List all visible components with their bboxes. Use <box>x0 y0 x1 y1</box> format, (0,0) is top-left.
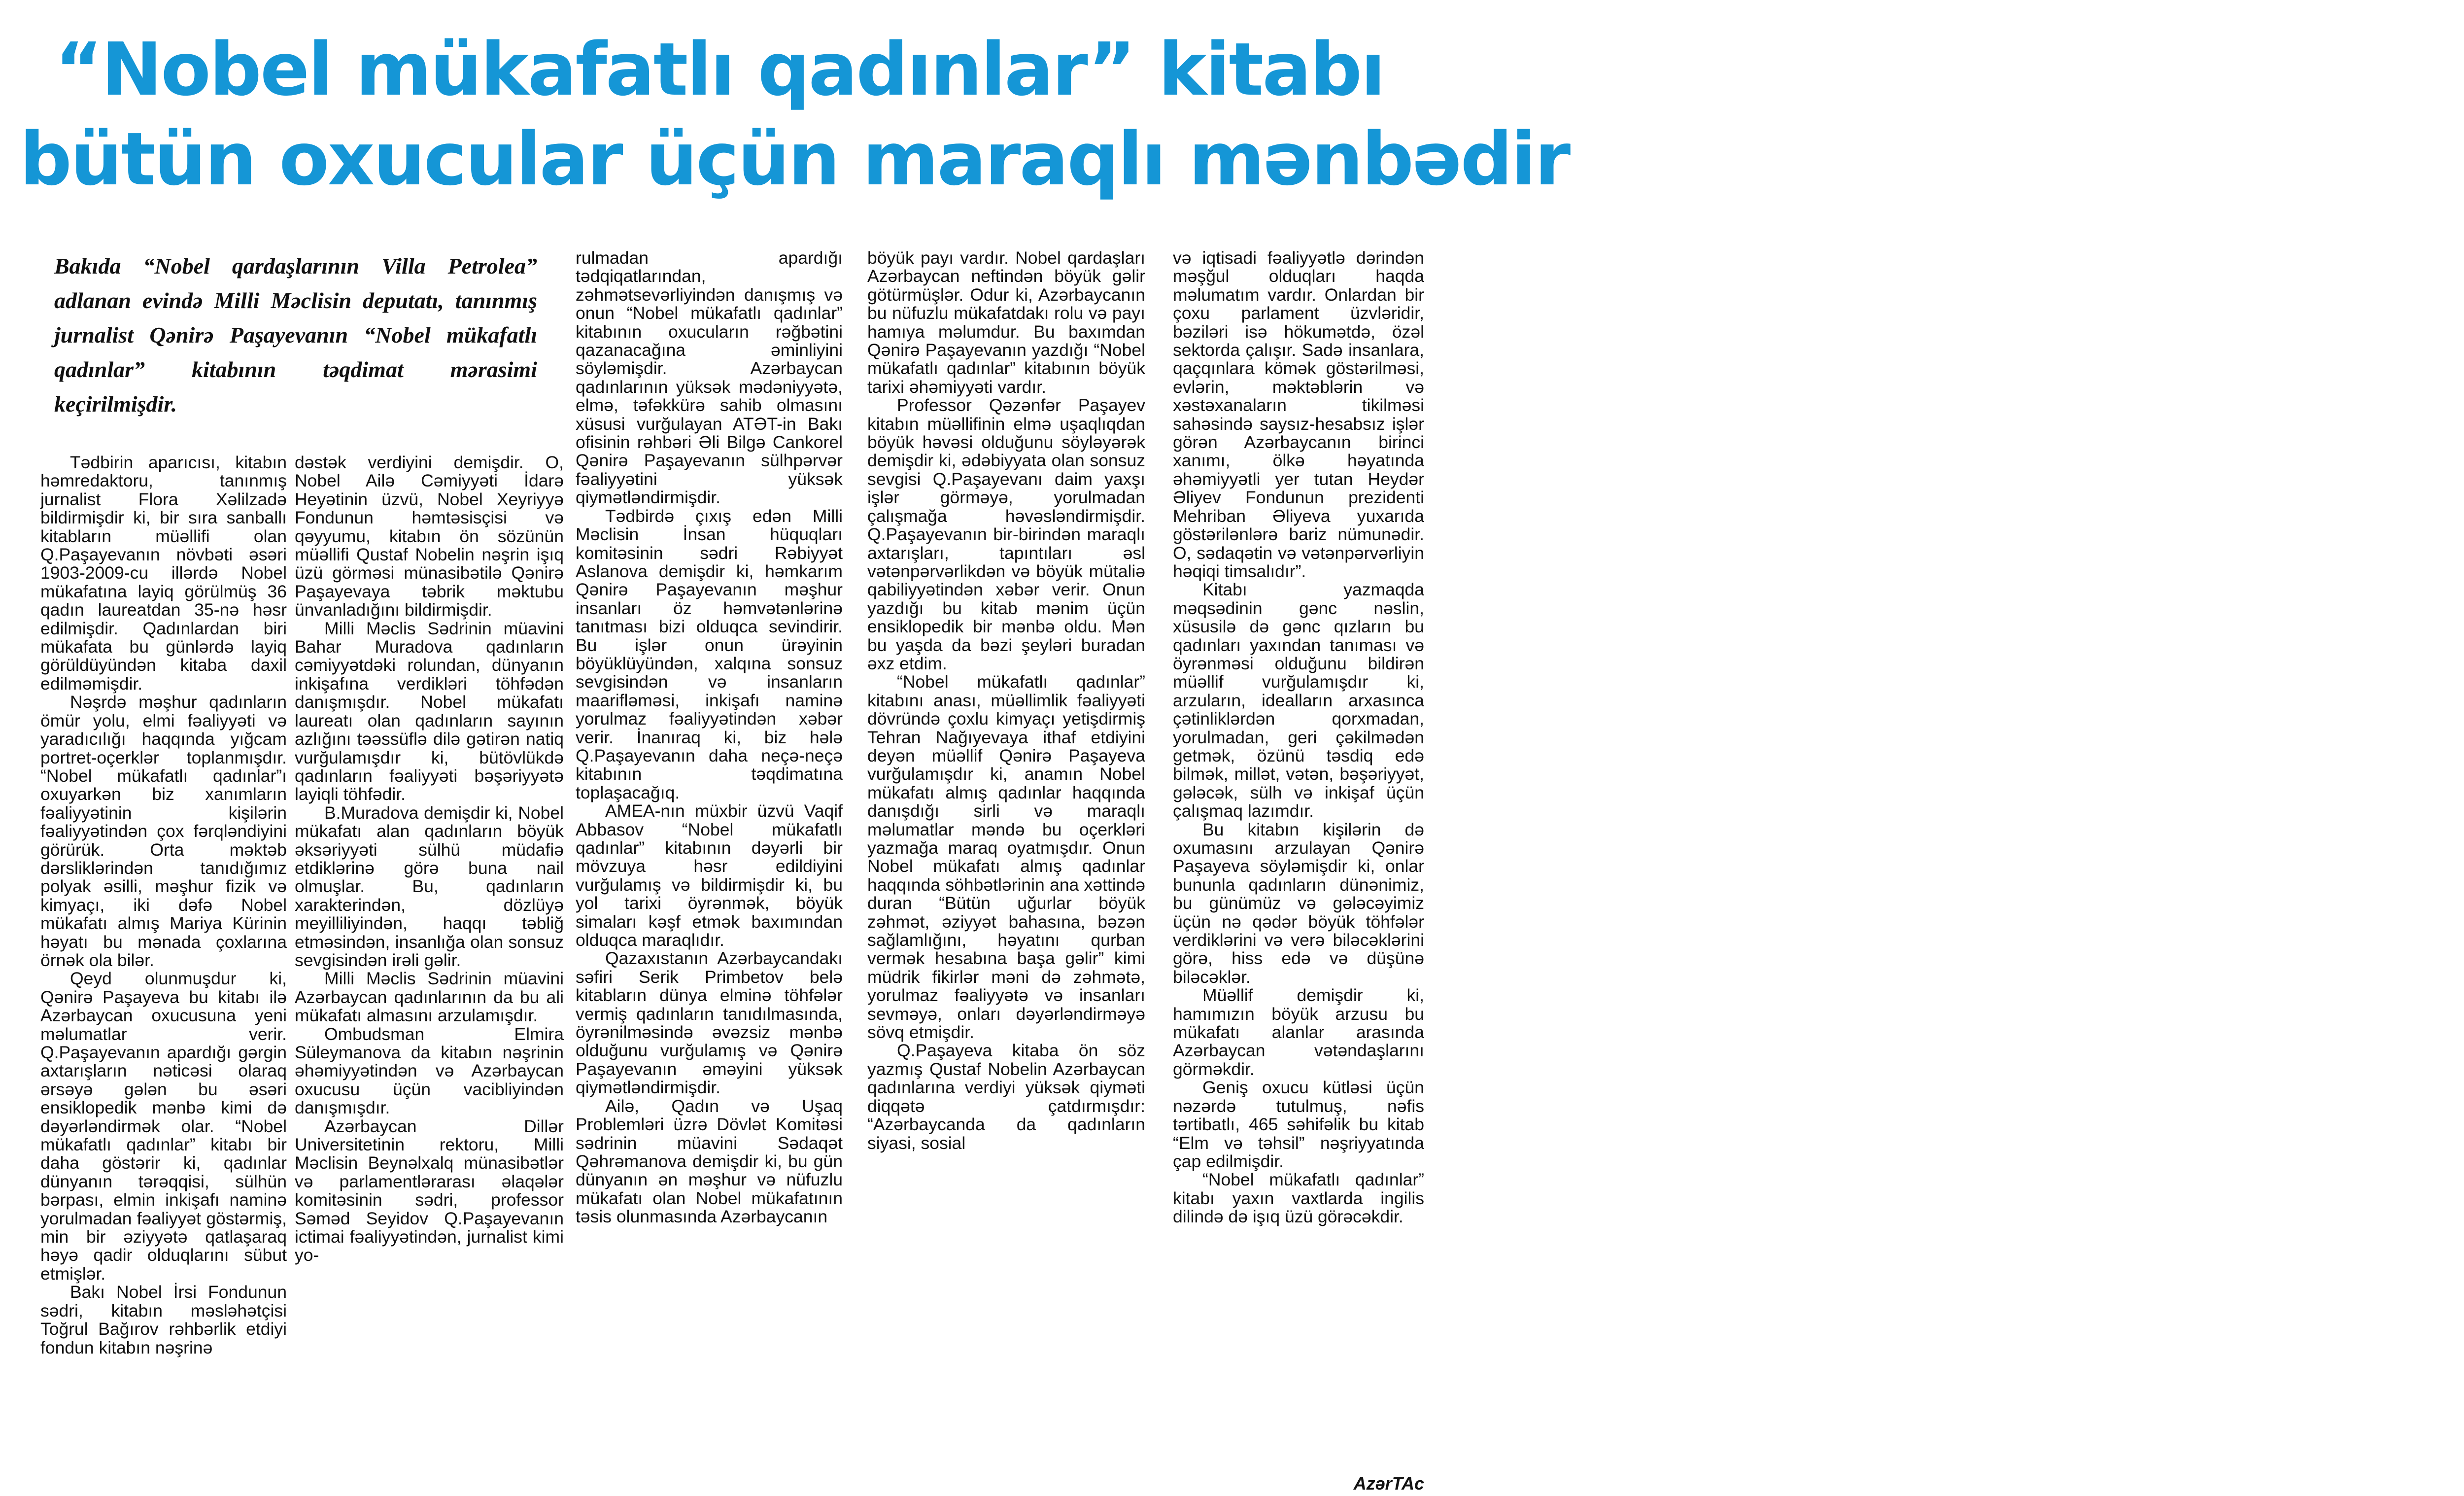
headline-line-1: “Nobel mükafatlı qadınlar” kitabı <box>55 27 1384 112</box>
paragraph: dəstək verdiyini demişdir. O, Nobel Ailə Cəmiyyəti İdarə Heyətinin üzvü, Nobel Xeyriyyə Fondunun həmtəsisçisi və qəyyumu, kitabın ön sözünün müəllifi Qustaf Nobelin nəşrin işıq üzü görməsi münasibətilə Qənirə Paşayevaya təbrik məktubu ünvanladığını bildirmişdir. <box>295 452 564 620</box>
article-column-4 <box>867 249 1145 1496</box>
paragraph: Tədbirdə çıxış edən Milli Məclisin İnsan hüquqları komitəsinin sədri Rəbiyyət Aslanova demişdir ki, həmkarım Qənirə Paşayevanın məşhur insanları öz həmvətənlərinə tanıtması bizi olduqca sevindirir. Bu işlər onun ürəyinin böyüklüyündən, xalqına sonsuz sevgisindən və insanların maarifləməsi, inkişafı naminə yorulmaz fəaliyyətindən xəbər verir. İnanıraq ki, biz hələ Q.Paşayevanın daha neçə-neçə kitabının təqdimatına toplaşacağıq. <box>576 506 843 802</box>
paragraph: və iqtisadi fəaliyyətlə dərindən məşğul olduqları haqda məlumatım vardır. Onlardan bir çoxu parlament üzvləridir, bəziləri isə hökumətdə, özəl sektorda çalışır. Sadə insanlara, qaçqınlara kömək göstərilməsi, evlərin, məktəblərin və xəstəxanaların tikilməsi sahəsində saysız-hesabsız işlər görən Azərbaycanın birinci xanımı, ölkə həyatında əhəmiyyətli yer tutan Heydər Əliyev Fondunun prezidenti Mehriban Əliyeva yuxarıda göstərilənlərə bariz nümunədir. O, sədaqətin və vətənpərvərliyin həqiqi timsalıdır”. <box>1173 248 1424 581</box>
lead-paragraph: Bakıda “Nobel qardaşlarının Villa Petrolea” adlanan evində Milli Məclisin deputatı, tanınmış jurnalist Qənirə Paşayevanın “Nobel mükafatlı qadınlar” kitabının təqdimat mərasimi keçirilmişdir. <box>54 253 537 417</box>
paragraph: Nəşrdə məşhur qadınların ömür yolu, elmi fəaliyyəti və yaradıcılığı haqqında yığcam portret-oçerklər toplanmışdır. “Nobel mükafatlı qadınlar”ı oxuyarkən biz xanımların fəaliyyətinin kişilərin fəaliyyətindən çox fərqləndiyini görürük. Orta məktəb dərsliklərindən tanıdığımız polyak əsilli, məşhur fizik və kimyaçı, iki dəfə Nobel mükafatı almış Mariya Kürinin həyatı bu mənada çoxlarına örnək ola bilər. <box>40 692 287 970</box>
paragraph: Ailə, Qadın və Uşaq Problemləri üzrə Dövlət Komitəsi sədrinin müavini Sədaqət Qəhrəmanova demişdir ki, bu gün dünyanın ən məşhur və nüfuzlu mükafatı olan Nobel mükafatının təsis olunmasında Azərbaycanın <box>576 1096 843 1227</box>
paragraph: Ombudsman Elmira Süleymanova da kitabın nəşrinin əhəmiyyətindən və Azərbaycan oxucusu üçün vacibliyindən danışmışdır. <box>295 1024 564 1118</box>
headline-line-2: bütün oxucular üçün maraqlı mənbədir <box>20 117 1570 202</box>
paragraph: rulmadan apardığı tədqiqatlarından, zəhmətsevərliyindən danışmış və onun “Nobel mükafatlı qadınlar” kitabının oxucuların rəğbətini qazanacağına əminliyini söyləmişdir. Azərbaycan qadınlarının yüksək mədəniyyətə, elmə, təfəkkürə sahib olmasını xüsusi vurğulayan ATƏT-in Bakı ofisinin rəhbəri Əli Bilgə Cankorel Qənirə Paşayevanın sülhpərvər fəaliyyətini yüksək qiymətləndirmişdir. <box>576 248 843 508</box>
paragraph: Bakı Nobel İrsi Fondunun sədri, kitabın məsləhətçisi Toğrul Bağırov rəhbərlik etdiyi fondun kitabın nəşrinə <box>40 1282 287 1357</box>
article-column-1 <box>40 453 287 1454</box>
paragraph: “Nobel mükafatlı qadınlar” kitabını anası, müəllimlik fəaliyyəti dövründə çoxlu kimyaçı yetişdirmiş Tehran Nağıyevaya ithaf etdiyini deyən müəllif Qənirə Paşayeva vurğulamışdır ki, anamın Nobel mükafatı almış qadınlar haqqında danışdığı sirli və maraqlı məlumatlar məndə bu oçerkləri yazmağa maraq oyatmışdır. Onun Nobel mükafatı almış qadınlar haqqında söhbətlərinin ana xəttində duran “Bütün uğurlar böyük zəhmət, əziyyət bahasına, bəzən sağlamlığını, həyatını qurban vermək hesabına başa gəlir” kimi müdrik fikirlər məni də zəhmətə, yorulmaz fəaliyyətə və insanları sevməyə, onları dəyərləndirməyə sövq etmişdir. <box>867 672 1145 1043</box>
paragraph: “Nobel mükafatlı qadınlar” kitabı yaxın vaxtlarda ingilis dilində də işıq üzü görəcəkdir. <box>1173 1170 1424 1227</box>
paragraph: Bu kitabın kişilərin də oxumasını arzulayan Qənirə Paşayeva söyləmişdir ki, onlar bununla qadınların dünənimiz, bu günümüz və gələcəyimiz üçün nə qədər böyük töhfələr verdiklərini və verə biləcəklərini görə, hiss edə və düşünə biləcəklər. <box>1173 819 1424 987</box>
paragraph: Milli Məclis Sədrinin müavini Bahar Muradova qadınların cəmiyyətdəki rolundan, dünyanın inkişafına verdikləri töhfədən danışmışdır. Nobel mükafatı laureatı olan qadınların sayının azlığını təəssüflə dilə gətirən natiq vurğulamışdır ki, bütövlükdə qadınların fəaliyyəti bəşəriyyətə layiqli töhfədir. <box>295 618 564 804</box>
article-column-2 <box>295 453 564 1454</box>
paragraph: AMEA-nın müxbir üzvü Vaqif Abbasov “Nobel mükafatlı qadınlar” kitabının dəyərli bir mövzuya həsr edildiyini vurğulamış və bildirmişdir ki, bu yol tarixi öyrənmək, böyük simaları kəşf etmək baxımından olduqca maraqlıdır. <box>576 801 843 950</box>
paragraph: Professor Qəzənfər Paşayev kitabın müəllifinin elmə uşaqlıqdan böyük həvəsi olduğunu söyləyərək demişdir ki, ədəbiyyata olan sonsuz sevgisi Q.Paşayevanı daim yaxşı işlər görməyə, yorulmadan çalışmağa həvəsləndirmişdir. Q.Paşayevanın bir-birindən maraqlı axtarışları, tapıntıları əsl vətənpərvərlikdən və böyük mütaliə qabiliyyətindən xəbər verir. Onun yazdığı bu kitab mənim üçün ensiklopedik bir mənbə oldu. Mən bu yaşda da bəzi şeyləri buradan əxz etdim. <box>867 395 1145 673</box>
paragraph: B.Muradova demişdir ki, Nobel mükafatı alan qadınların böyük əksəriyyəti sülhü müdafiə etdiklərinə görə buna nail olmuşlar. Bu, qadınların xarakterindən, dözlüyə meyilliliyindən, haqqı təbliğ etməsindən, insanlığa olan sonsuz sevgisindən irəli gəlir. <box>295 802 564 970</box>
paragraph: Qazaxıstanın Azərbaycandakı səfiri Serik Primbetov belə kitabların dünya elminə töhfələr vermiş qadınların tanıdılmasında, öyrənilməsində əvəzsiz mənbə olduğunu vurğulamış və Qənirə Paşayevanın əməyini yüksək qiymətləndirmişdir. <box>576 948 843 1098</box>
article-column-5 <box>1173 249 1424 1442</box>
paragraph: Q.Paşayeva kitaba ön söz yazmış Qustaf Nobelin Azərbaycan qadınlarına verdiyi yüksək qiyməti diqqətə çatdırmışdır: “Azərbaycanda da qadınların siyasi, sosial <box>867 1041 1145 1153</box>
paragraph: böyük payı vardır. Nobel qardaşları Azərbaycan neftindən böyük gəlir götürmüşlər. Odur ki, Azərbaycanın bu nüfuzlu mükafatdakı rolu və payı hamıya məlumdur. Bu baxımdan Qənirə Paşayevanın yazdığı “Nobel mükafatlı qadınlar” kitabının böyük tarixi əhəmiyyəti vardır. <box>867 248 1145 397</box>
paragraph: Geniş oxucu kütləsi üçün nəzərdə tutulmuş, nəfis tərtibatlı, 465 səhifəlik bu kitab “Elm və təhsil” nəşriyyatında çap edilmişdir. <box>1173 1078 1424 1171</box>
byline: AzərTAc <box>1353 1473 1424 1494</box>
paragraph: Milli Məclis Sədrinin müavini Azərbaycan qadınlarının da bu ali mükafatı almasını arzulamışdır. <box>295 969 564 1026</box>
article-column-3 <box>576 249 843 1496</box>
paragraph: Tədbirin aparıcısı, kitabın həmredaktoru, tanınmış jurnalist Flora Xəlilzadə bildirmişdir ki, bir sıra sanballı kitabların müəllifi olan Q.Paşayevanın növbəti əsəri 1903-2009-cu illərdə Nobel mükafatına layiq görülmüş 36 qadın laureatdan 35-nə həsr edilmişdir. Qadınlardan biri mükafata bu günlərdə layiq görüldüyündən kitaba daxil edilməmişdir. <box>40 452 287 694</box>
paragraph: Azərbaycan Dillər Universitetinin rektoru, Milli Məclisin Beynəlxalq münasibətlər və parlamentlərarası əlaqələr komitəsinin sədri, professor Səməd Seyidov Q.Paşayevanın ictimai fəaliyyətindən, jurnalist kimi yo- <box>295 1116 564 1265</box>
paragraph: Kitabı yazmaqda məqsədinin gənc nəslin, xüsusilə də gənc qızların bu qadınları yaxından tanıması və öyrənməsi olduğunu bildirən müəllif vurğulamışdır ki, arzuların, idealların arxasınca çətinliklərdən qorxmadan, yorulmadan, geri çəkilmədən getmək, özünü təsdiq edə bilmək, millət, vətən, bəşəriyyət, gələcək, sülh və inkişaf üçün çalışmaq lazımdır. <box>1173 580 1424 821</box>
paragraph: Qeyd olunmuşdur ki, Qənirə Paşayeva bu kitabı ilə Azərbaycan oxucusuna yeni məlumatlar verir. Q.Paşayevanın apardığı gərgin axtarışların nəticəsi olaraq ərsəyə gələn bu əsəri ensiklopedik mənbə kimi də dəyərləndirmək olar. “Nobel mükafatlı qadınlar” kitabı bir daha göstərir ki, qadınlar dünyanın tərəqqisi, sülhün bərpası, elmin inkişafı naminə yorulmadan fəaliyyət göstərmiş, min bir əziyyətə qatlaşaraq həyə qadir olduqlarını sübut etmişlər. <box>40 969 287 1284</box>
headline <box>20 25 1570 204</box>
paragraph: Müəllif demişdir ki, hamımızın böyük arzusu bu mükafatı alanlar arasında Azərbaycan vətəndaşlarını görməkdir. <box>1173 985 1424 1079</box>
